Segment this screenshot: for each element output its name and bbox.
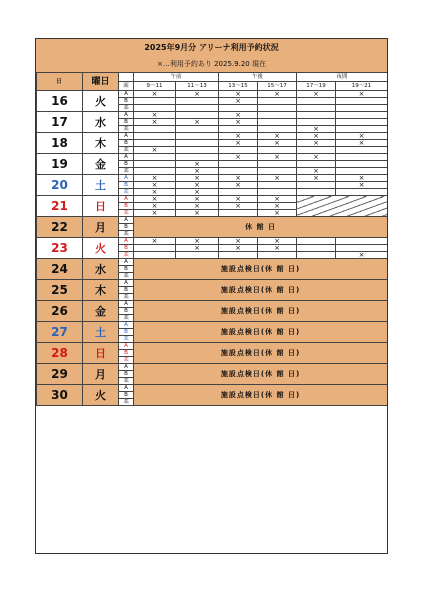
reservation-cell bbox=[258, 182, 297, 189]
reservation-cell: × bbox=[176, 119, 219, 126]
court-label: A bbox=[119, 301, 134, 308]
reservation-cell: × bbox=[176, 175, 219, 182]
reservation-cell bbox=[336, 238, 388, 245]
day-of-week: 月 bbox=[83, 364, 119, 385]
closed-notice: 施設点検日(休 館 日) bbox=[134, 280, 388, 301]
reservation-cell: × bbox=[297, 154, 336, 161]
reservation-cell: × bbox=[176, 238, 219, 245]
reservation-cell bbox=[134, 133, 176, 140]
reservation-cell: × bbox=[219, 182, 258, 189]
court-label: B bbox=[119, 329, 134, 336]
reservation-cell bbox=[219, 147, 258, 154]
reservation-cell: × bbox=[134, 203, 176, 210]
reservation-cell: × bbox=[134, 91, 176, 98]
day-of-week: 水 bbox=[83, 112, 119, 133]
reservation-cell: × bbox=[336, 252, 388, 259]
reservation-cell bbox=[258, 147, 297, 154]
day-of-week: 金 bbox=[83, 301, 119, 322]
document-title: 2025年9月分 アリーナ利用予約状況 bbox=[36, 39, 387, 57]
reservation-cell: × bbox=[219, 196, 258, 203]
reservation-cell bbox=[176, 154, 219, 161]
reservation-cell: × bbox=[219, 140, 258, 147]
reservation-cell: × bbox=[258, 196, 297, 203]
schedule-table bbox=[36, 72, 388, 406]
day-row bbox=[37, 217, 388, 224]
court-label: A bbox=[119, 133, 134, 140]
reservation-cell: × bbox=[219, 98, 258, 105]
header-dow: 曜日 bbox=[83, 73, 119, 91]
reservation-cell bbox=[258, 112, 297, 119]
day-row bbox=[37, 385, 388, 392]
court-label: B bbox=[119, 98, 134, 105]
reservation-cell: × bbox=[336, 175, 388, 182]
reservation-cell bbox=[219, 210, 258, 217]
reservation-cell: × bbox=[134, 238, 176, 245]
reservation-cell: × bbox=[219, 245, 258, 252]
reservation-cell bbox=[297, 252, 336, 259]
reservation-cell bbox=[336, 105, 388, 112]
day-row bbox=[37, 175, 388, 182]
court-label: B bbox=[119, 140, 134, 147]
day-number: 18 bbox=[37, 133, 83, 154]
header-time: 9～11 bbox=[134, 82, 176, 91]
day-of-week: 土 bbox=[83, 175, 119, 196]
reservation-cell bbox=[219, 189, 258, 196]
reservation-cell: × bbox=[219, 238, 258, 245]
reservation-cell bbox=[297, 189, 336, 196]
reservation-cell: × bbox=[258, 210, 297, 217]
day-number: 28 bbox=[37, 343, 83, 364]
court-label: 柔 bbox=[119, 168, 134, 175]
reservation-cell bbox=[297, 105, 336, 112]
day-number: 29 bbox=[37, 364, 83, 385]
reservation-cell: × bbox=[134, 189, 176, 196]
day-row bbox=[37, 196, 388, 203]
header-row-period bbox=[37, 73, 388, 82]
reservation-cell: × bbox=[176, 196, 219, 203]
reservation-cell bbox=[336, 119, 388, 126]
reservation-cell bbox=[176, 147, 219, 154]
reservation-cell bbox=[176, 105, 219, 112]
day-row bbox=[37, 133, 388, 140]
header-am: 午前 bbox=[134, 73, 219, 82]
reservation-cell: × bbox=[176, 245, 219, 252]
reservation-cell bbox=[336, 189, 388, 196]
court-label: B bbox=[119, 350, 134, 357]
court-label: B bbox=[119, 371, 134, 378]
reservation-cell: × bbox=[134, 147, 176, 154]
reservation-cell bbox=[297, 98, 336, 105]
day-row bbox=[37, 259, 388, 266]
unavailable-slot bbox=[297, 196, 388, 217]
reservation-cell bbox=[258, 126, 297, 133]
reservation-cell bbox=[134, 154, 176, 161]
day-of-week: 火 bbox=[83, 91, 119, 112]
reservation-cell: × bbox=[258, 133, 297, 140]
day-number: 17 bbox=[37, 112, 83, 133]
legend-note: ×…利用予約あり 2025.9.20 現在 bbox=[36, 56, 387, 73]
reservation-cell: × bbox=[297, 168, 336, 175]
reservation-cell bbox=[134, 126, 176, 133]
reservation-cell: × bbox=[297, 126, 336, 133]
day-number: 24 bbox=[37, 259, 83, 280]
court-label: 柔 bbox=[119, 315, 134, 322]
header-time: 11～13 bbox=[176, 82, 219, 91]
reservation-cell bbox=[134, 161, 176, 168]
court-label: B bbox=[119, 266, 134, 273]
court-label: A bbox=[119, 217, 134, 224]
reservation-cell bbox=[336, 126, 388, 133]
court-label: B bbox=[119, 203, 134, 210]
day-of-week: 木 bbox=[83, 133, 119, 154]
closed-notice: 休 館 日 bbox=[134, 217, 388, 238]
court-label: 柔 bbox=[119, 336, 134, 343]
reservation-cell bbox=[176, 112, 219, 119]
court-label: B bbox=[119, 287, 134, 294]
court-label: A bbox=[119, 196, 134, 203]
reservation-cell bbox=[176, 140, 219, 147]
reservation-cell: × bbox=[134, 182, 176, 189]
court-label: 柔 bbox=[119, 294, 134, 301]
court-label: A bbox=[119, 364, 134, 371]
court-label: 柔 bbox=[119, 210, 134, 217]
reservation-cell bbox=[176, 126, 219, 133]
header-day: 日 bbox=[37, 73, 83, 91]
reservation-cell bbox=[258, 189, 297, 196]
reservation-cell: × bbox=[297, 140, 336, 147]
court-label: 柔 bbox=[119, 105, 134, 112]
reservation-cell: × bbox=[219, 175, 258, 182]
day-of-week: 日 bbox=[83, 343, 119, 364]
reservation-cell bbox=[336, 168, 388, 175]
day-row bbox=[37, 343, 388, 350]
court-label: 柔 bbox=[119, 399, 134, 406]
reservation-cell bbox=[134, 168, 176, 175]
day-number: 16 bbox=[37, 91, 83, 112]
day-row bbox=[37, 238, 388, 245]
reservation-cell bbox=[134, 98, 176, 105]
reservation-cell: × bbox=[258, 154, 297, 161]
day-row bbox=[37, 91, 388, 98]
header-court: 面 bbox=[119, 82, 134, 91]
reservation-cell: × bbox=[297, 175, 336, 182]
day-of-week: 水 bbox=[83, 259, 119, 280]
court-label: A bbox=[119, 112, 134, 119]
reservation-cell bbox=[258, 119, 297, 126]
court-label: 柔 bbox=[119, 252, 134, 259]
header-pm: 午後 bbox=[219, 73, 297, 82]
reservation-cell: × bbox=[219, 119, 258, 126]
court-label: 柔 bbox=[119, 189, 134, 196]
reservation-cell: × bbox=[219, 91, 258, 98]
reservation-cell: × bbox=[258, 245, 297, 252]
court-label: 柔 bbox=[119, 147, 134, 154]
day-number: 26 bbox=[37, 301, 83, 322]
reservation-cell bbox=[336, 245, 388, 252]
reservation-cell bbox=[258, 168, 297, 175]
reservation-cell bbox=[176, 133, 219, 140]
reservation-cell: × bbox=[219, 203, 258, 210]
reservation-cell: × bbox=[258, 203, 297, 210]
reservation-cell bbox=[134, 105, 176, 112]
header-time: 13～15 bbox=[219, 82, 258, 91]
reservation-cell: × bbox=[258, 175, 297, 182]
reservation-cell: × bbox=[258, 91, 297, 98]
day-number: 21 bbox=[37, 196, 83, 217]
closed-notice: 施設点検日(休 館 日) bbox=[134, 301, 388, 322]
court-label: A bbox=[119, 175, 134, 182]
day-row bbox=[37, 364, 388, 371]
reservation-cell: × bbox=[297, 133, 336, 140]
court-label: B bbox=[119, 182, 134, 189]
day-number: 30 bbox=[37, 385, 83, 406]
reservation-cell bbox=[336, 161, 388, 168]
reservation-cell bbox=[336, 98, 388, 105]
reservation-cell bbox=[258, 105, 297, 112]
reservation-cell: × bbox=[176, 91, 219, 98]
closed-notice: 施設点検日(休 館 日) bbox=[134, 364, 388, 385]
court-label: A bbox=[119, 259, 134, 266]
reservation-cell bbox=[134, 245, 176, 252]
reservation-cell bbox=[258, 252, 297, 259]
day-row bbox=[37, 112, 388, 119]
reservation-cell: × bbox=[176, 182, 219, 189]
reservation-cell bbox=[297, 182, 336, 189]
reservation-cell bbox=[134, 140, 176, 147]
reservation-cell: × bbox=[176, 161, 219, 168]
reservation-cell: × bbox=[336, 91, 388, 98]
reservation-cell bbox=[297, 119, 336, 126]
reservation-cell: × bbox=[176, 189, 219, 196]
reservation-cell: × bbox=[134, 119, 176, 126]
reservation-cell: × bbox=[336, 182, 388, 189]
reservation-cell: × bbox=[258, 140, 297, 147]
day-of-week: 火 bbox=[83, 238, 119, 259]
reservation-cell: × bbox=[297, 91, 336, 98]
court-label: A bbox=[119, 385, 134, 392]
reservation-cell: × bbox=[336, 133, 388, 140]
reservation-cell: × bbox=[134, 175, 176, 182]
court-label: B bbox=[119, 161, 134, 168]
reservation-cell bbox=[219, 126, 258, 133]
reservation-cell bbox=[134, 252, 176, 259]
header-time: 19～21 bbox=[336, 82, 388, 91]
day-of-week: 土 bbox=[83, 322, 119, 343]
reservation-cell: × bbox=[219, 154, 258, 161]
court-label: 柔 bbox=[119, 357, 134, 364]
day-number: 27 bbox=[37, 322, 83, 343]
reservation-cell: × bbox=[258, 238, 297, 245]
reservation-cell bbox=[176, 252, 219, 259]
court-label: 柔 bbox=[119, 126, 134, 133]
reservation-cell: × bbox=[176, 210, 219, 217]
day-number: 22 bbox=[37, 217, 83, 238]
court-label: A bbox=[119, 280, 134, 287]
closed-notice: 施設点検日(休 館 日) bbox=[134, 322, 388, 343]
header-blank bbox=[119, 73, 134, 82]
reservation-cell bbox=[336, 147, 388, 154]
day-number: 23 bbox=[37, 238, 83, 259]
court-label: 柔 bbox=[119, 273, 134, 280]
reservation-cell: × bbox=[219, 112, 258, 119]
day-number: 19 bbox=[37, 154, 83, 175]
reservation-cell bbox=[336, 154, 388, 161]
reservation-cell bbox=[297, 112, 336, 119]
reservation-cell: × bbox=[134, 112, 176, 119]
day-number: 20 bbox=[37, 175, 83, 196]
reservation-cell: × bbox=[336, 140, 388, 147]
reservation-cell bbox=[219, 252, 258, 259]
court-label: B bbox=[119, 308, 134, 315]
reservation-cell: × bbox=[134, 210, 176, 217]
day-of-week: 金 bbox=[83, 154, 119, 175]
day-of-week: 日 bbox=[83, 196, 119, 217]
reservation-cell bbox=[219, 105, 258, 112]
reservation-cell bbox=[297, 161, 336, 168]
reservation-cell bbox=[336, 112, 388, 119]
court-label: B bbox=[119, 224, 134, 231]
court-label: B bbox=[119, 245, 134, 252]
closed-notice: 施設点検日(休 館 日) bbox=[134, 385, 388, 406]
court-label: A bbox=[119, 238, 134, 245]
reservation-cell bbox=[219, 161, 258, 168]
day-number: 25 bbox=[37, 280, 83, 301]
court-label: A bbox=[119, 154, 134, 161]
header-night: 夜間 bbox=[297, 73, 388, 82]
reservation-cell bbox=[258, 98, 297, 105]
day-of-week: 火 bbox=[83, 385, 119, 406]
header-time: 17～19 bbox=[297, 82, 336, 91]
day-of-week: 木 bbox=[83, 280, 119, 301]
day-of-week: 月 bbox=[83, 217, 119, 238]
court-label: B bbox=[119, 119, 134, 126]
court-label: 柔 bbox=[119, 378, 134, 385]
reservation-cell bbox=[297, 238, 336, 245]
reservation-cell: × bbox=[176, 203, 219, 210]
court-label: A bbox=[119, 343, 134, 350]
day-row bbox=[37, 280, 388, 287]
header-time: 15～17 bbox=[258, 82, 297, 91]
court-label: A bbox=[119, 91, 134, 98]
reservation-cell: × bbox=[176, 168, 219, 175]
reservation-cell bbox=[176, 98, 219, 105]
court-label: 柔 bbox=[119, 231, 134, 238]
reservation-cell bbox=[297, 245, 336, 252]
day-row bbox=[37, 322, 388, 329]
reservation-cell: × bbox=[219, 133, 258, 140]
reservation-cell bbox=[258, 161, 297, 168]
court-label: B bbox=[119, 392, 134, 399]
reservation-document bbox=[35, 38, 388, 554]
reservation-cell bbox=[297, 147, 336, 154]
reservation-cell bbox=[219, 168, 258, 175]
closed-notice: 施設点検日(休 館 日) bbox=[134, 259, 388, 280]
court-label: A bbox=[119, 322, 134, 329]
day-row bbox=[37, 154, 388, 161]
reservation-cell: × bbox=[134, 196, 176, 203]
closed-notice: 施設点検日(休 館 日) bbox=[134, 343, 388, 364]
day-row bbox=[37, 301, 388, 308]
